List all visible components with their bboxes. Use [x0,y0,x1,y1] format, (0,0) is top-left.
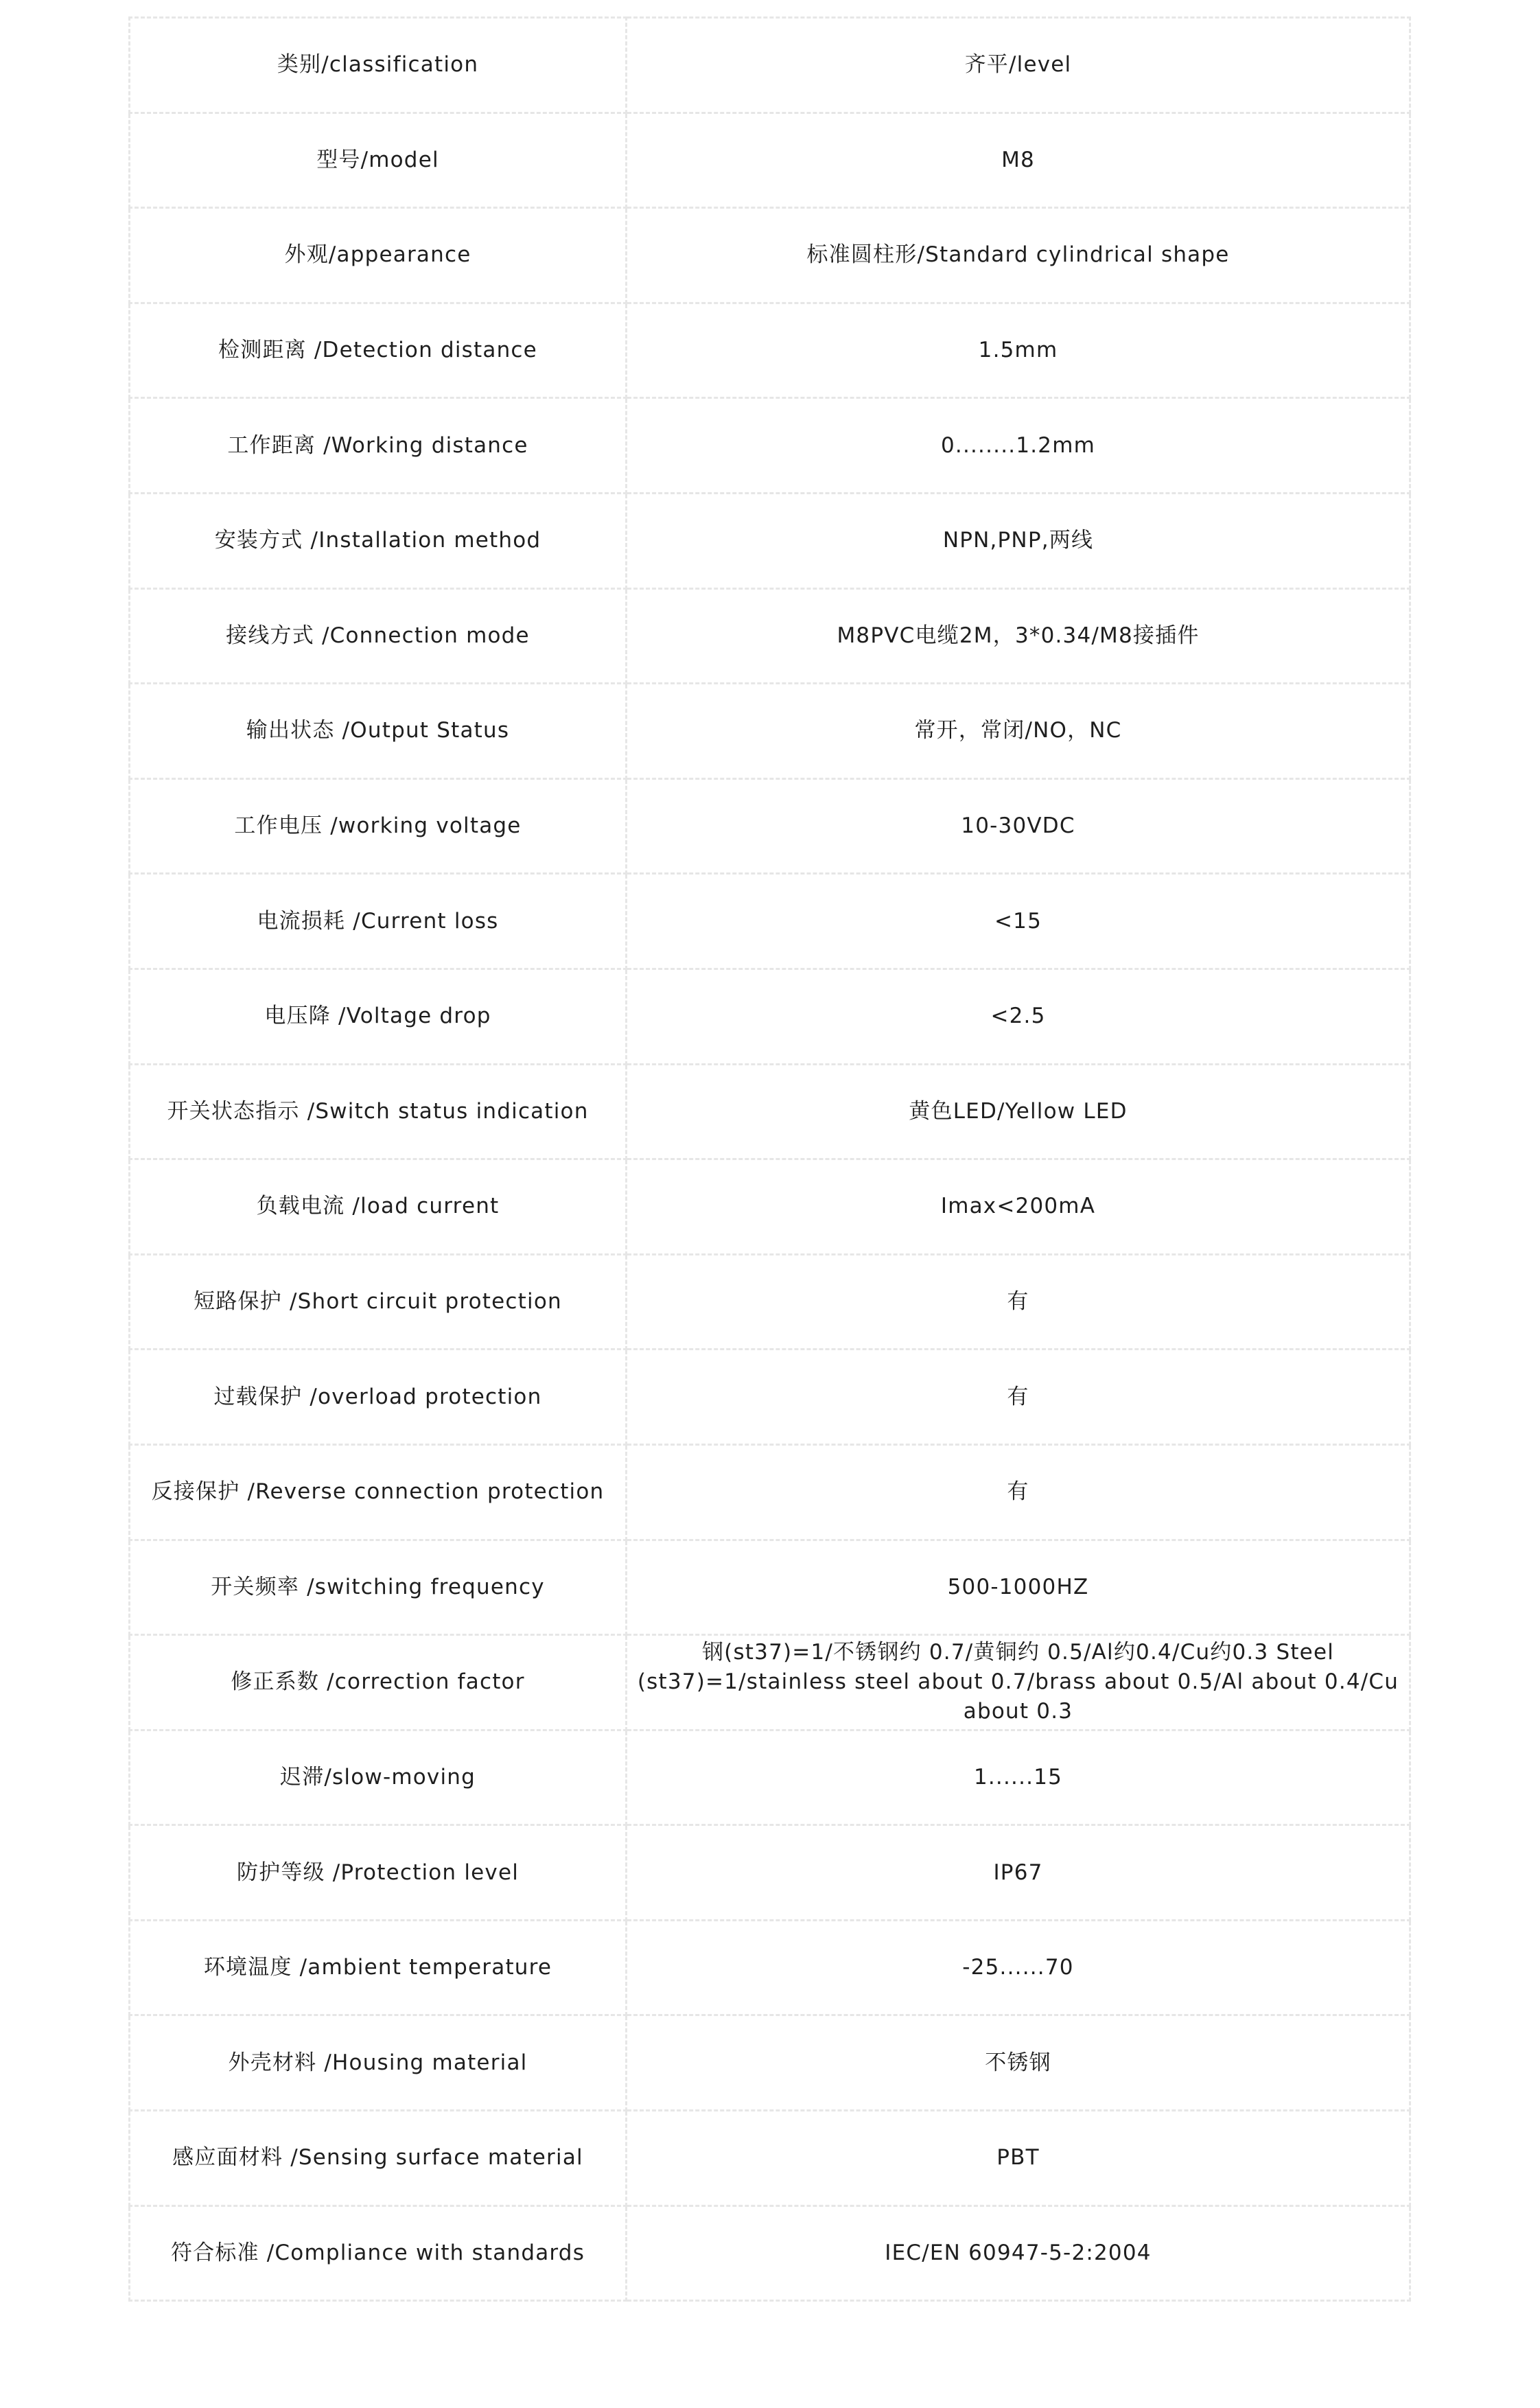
spec-row-installation-method [130,493,1410,588]
spec-label: 外壳材料 /Housing material [130,2015,627,2111]
spec-value: 有 [627,1444,1410,1540]
spec-label: 工作距离 /Working distance [130,398,627,494]
spec-row-load-current [130,1159,1410,1255]
spec-row-overload-protection [130,1350,1410,1445]
spec-table [128,16,1411,2302]
spec-row-switching-frequency [130,1540,1410,1635]
spec-row-classification [130,18,1410,113]
spec-row-working-voltage [130,778,1410,874]
spec-label: 电流损耗 /Current loss [130,874,627,969]
spec-row-switch-status-indication [130,1064,1410,1159]
spec-row-current-loss [130,874,1410,969]
spec-value: PBT [627,2111,1410,2206]
spec-row-reverse-connection-protection [130,1444,1410,1540]
spec-label: 工作电压 /working voltage [130,778,627,874]
spec-label: 接线方式 /Connection mode [130,588,627,684]
spec-row-protection-level [130,1825,1410,1921]
spec-label: 修正系数 /correction factor [130,1635,627,1730]
spec-label: 安装方式 /Installation method [130,493,627,588]
spec-value: <15 [627,874,1410,969]
spec-label: 过载保护 /overload protection [130,1350,627,1445]
spec-label: 类别/classification [130,18,627,113]
spec-label: 检测距离 /Detection distance [130,303,627,398]
spec-row-compliance-standards [130,2206,1410,2301]
spec-value: 1.5mm [627,303,1410,398]
spec-row-detection-distance [130,303,1410,398]
spec-value: M8 [627,113,1410,208]
spec-value: <2.5 [627,969,1410,1064]
spec-value: 常开，常闭/NO，NC [627,684,1410,779]
spec-label: 开关频率 /switching frequency [130,1540,627,1635]
spec-row-hysteresis [130,1730,1410,1825]
spec-row-short-circuit-protection [130,1254,1410,1350]
spec-label: 电压降 /Voltage drop [130,969,627,1064]
spec-row-sensing-surface-material [130,2111,1410,2206]
spec-value: 齐平/level [627,18,1410,113]
spec-row-ambient-temperature [130,1920,1410,2015]
spec-value: 黄色LED/Yellow LED [627,1064,1410,1159]
spec-label: 符合标准 /Compliance with standards [130,2206,627,2301]
spec-row-appearance [130,208,1410,303]
spec-value: 有 [627,1350,1410,1445]
spec-value: 500-1000HZ [627,1540,1410,1635]
spec-row-housing-material [130,2015,1410,2111]
spec-label: 迟滞/slow-moving [130,1730,627,1825]
spec-label: 防护等级 /Protection level [130,1825,627,1921]
spec-label: 输出状态 /Output Status [130,684,627,779]
spec-row-voltage-drop [130,969,1410,1064]
spec-label: 短路保护 /Short circuit protection [130,1254,627,1350]
spec-row-connection-mode [130,588,1410,684]
spec-row-model [130,113,1410,208]
spec-value: 有 [627,1254,1410,1350]
spec-label: 感应面材料 /Sensing surface material [130,2111,627,2206]
spec-value: 钢(st37)=1/不锈钢约 0.7/黄铜约 0.5/Al约0.4/Cu约0.3 Steel (st37)=1/stainless steel about 0.7/brass about 0.5/Al about 0.4/Cu about 0.3 [627,1635,1410,1730]
spec-label: 外观/appearance [130,208,627,303]
spec-row-output-status [130,684,1410,779]
spec-table-body [130,18,1410,2301]
spec-value: M8PVC电缆2M，3*0.34/M8接插件 [627,588,1410,684]
spec-value: 不锈钢 [627,2015,1410,2111]
spec-label: 型号/model [130,113,627,208]
spec-value: 0........1.2mm [627,398,1410,494]
spec-label: 开关状态指示 /Switch status indication [130,1064,627,1159]
spec-label: 反接保护 /Reverse connection protection [130,1444,627,1540]
spec-value: Imax<200mA [627,1159,1410,1255]
spec-value: IEC/EN 60947-5-2:2004 [627,2206,1410,2301]
spec-value: NPN,PNP,两线 [627,493,1410,588]
spec-row-working-distance [130,398,1410,494]
spec-label: 负载电流 /load current [130,1159,627,1255]
spec-value: 10-30VDC [627,778,1410,874]
spec-row-correction-factor [130,1635,1410,1730]
spec-label: 环境温度 /ambient temperature [130,1920,627,2015]
spec-value: -25......70 [627,1920,1410,2015]
spec-value: 1......15 [627,1730,1410,1825]
spec-value: IP67 [627,1825,1410,1921]
spec-value: 标准圆柱形/Standard cylindrical shape [627,208,1410,303]
